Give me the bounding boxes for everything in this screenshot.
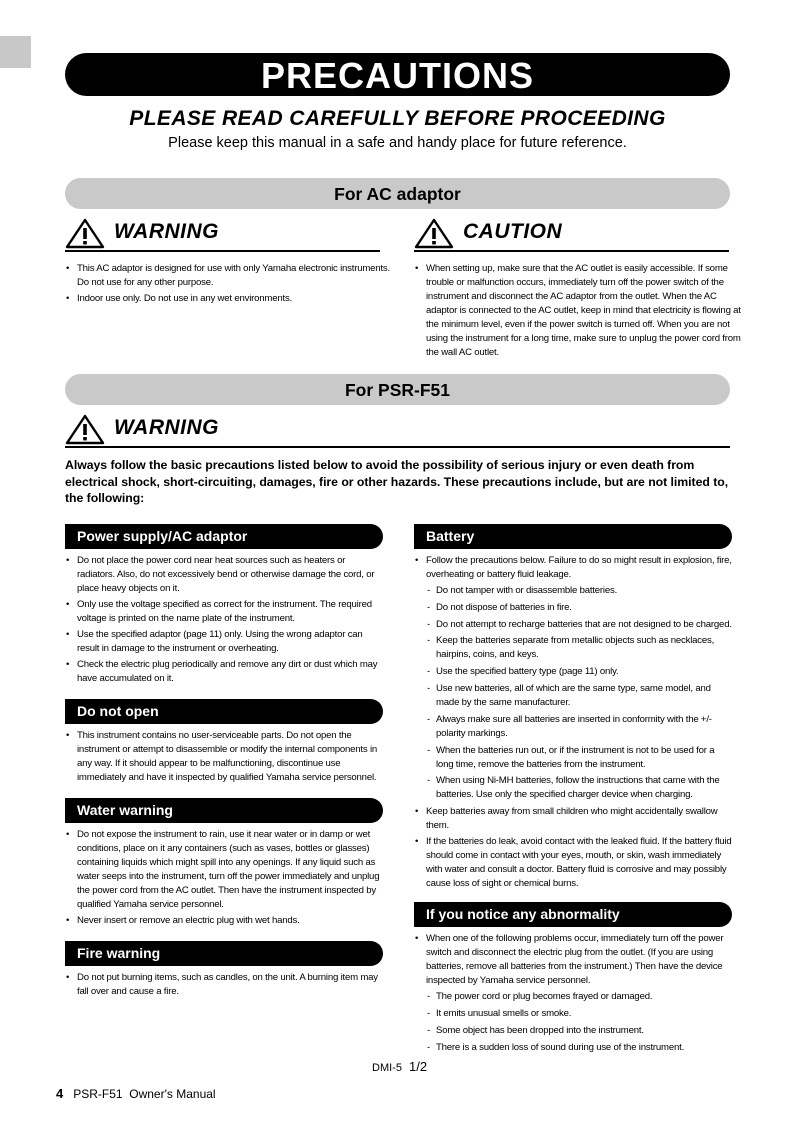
sub-list-item: - It emits unusual smells or smoke.	[436, 1007, 732, 1021]
manual-name: PSR-F51 Owner's Manual	[73, 1087, 216, 1101]
water-warning-heading: Water warning	[65, 798, 383, 823]
power-supply-heading: Power supply/AC adaptor	[65, 524, 383, 549]
document-code-label: DMI-5	[372, 1062, 402, 1074]
abnormality-sublist	[426, 990, 732, 1054]
list-item: • Use the specified adaptor (page 11) only. Using the wrong adaptor can result in damage to the instrument or overheating.	[77, 628, 383, 656]
power-supply-list	[65, 554, 383, 686]
sub-list-item: - Some object has been dropped into the instrument.	[436, 1024, 732, 1038]
list-item: • If the batteries do leak, avoid contact with the leaked fluid. If the battery fluid should come in contact with your eyes, mouth, or skin, wash immediately with water and consult a doctor. Battery fluid is corrosive and may possibly cause loss of sight or chemical burns.	[426, 835, 732, 891]
battery-sublist	[426, 584, 732, 802]
list-item: • Never insert or remove an electric plug with wet hands.	[77, 914, 383, 928]
abnormality-list	[414, 932, 732, 1054]
list-item	[426, 932, 732, 1054]
psr-section-heading: For PSR-F51	[65, 374, 730, 405]
page-edge-tab	[0, 36, 31, 68]
list-item-text: When one of the following problems occur, immediately turn off the power switch and disconnect the electric plug from the outlet. (If you are using batteries, remove all batteries from the instrument.) Then have the device inspected by Yamaha service personnel.	[426, 933, 724, 987]
sub-list-item: - Do not tamper with or disassemble batteries.	[436, 584, 732, 598]
sub-list-item: - Use the specified battery type (page 11) only.	[436, 665, 732, 679]
list-item: • This instrument contains no user-serviceable parts. Do not open the instrument or attempt to disassemble or modify the internal components in any way. If it should appear to be malfunctioning, discontinue use immediately and have it inspected by qualified Yamaha service personnel.	[77, 729, 383, 785]
sub-list-item: - When the batteries run out, or if the instrument is not to be used for a long time, remove the batteries from the instrument.	[436, 744, 732, 772]
water-warning-list	[65, 828, 383, 928]
caution-label: CAUTION	[463, 220, 563, 243]
caution-triangle-icon	[414, 218, 454, 249]
left-column	[65, 524, 383, 1001]
warning-label: WARNING	[114, 220, 219, 243]
list-item-text: Follow the precautions below. Failure to do so might result in explosion, fire, overheating or battery fluid leakage.	[426, 555, 732, 580]
page-footer	[56, 1086, 216, 1101]
sub-list-item: - The power cord or plug becomes frayed or damaged.	[436, 990, 732, 1004]
psr-warning-heading	[65, 414, 730, 448]
document-code	[372, 1059, 427, 1074]
list-item: • Do not place the power cord near heat sources such as heaters or radiators. Also, do not excessively bend or otherwise damage the cord, or place heavy objects on it.	[77, 554, 383, 596]
list-item: • When setting up, make sure that the AC outlet is easily accessible. If some trouble or malfunction occurs, immediately turn off the power switch of the instrument and disconnect the AC adaptor from the outlet. When the AC adaptor is connected to the AC outlet, keep in mind that electricity is flowing at the minimum level, even if the power switch is turned off. When you are not using the instrument for a long time, make sure to unplug the power cord from the wall AC outlet.	[426, 262, 744, 360]
keep-note: Please keep this manual in a safe and handy place for future reference.	[168, 135, 627, 151]
warning-triangle-icon	[65, 414, 105, 445]
do-not-open-list	[65, 729, 383, 785]
fire-warning-list	[65, 971, 383, 999]
sub-list-item: - There is a sudden loss of sound during use of the instrument.	[436, 1041, 732, 1055]
document-page-fraction: 1/2	[409, 1059, 428, 1074]
warning-label: WARNING	[114, 416, 219, 439]
intro-paragraph: Always follow the basic precautions listed below to avoid the possibility of serious injury or even death from electrical shock, short-circuiting, damages, fire or other hazards. These precautions include, but are not limited to, the following:	[65, 458, 729, 505]
ac-warning-list	[65, 262, 395, 308]
fire-warning-heading: Fire warning	[65, 941, 383, 966]
list-item: • Do not put burning items, such as candles, on the unit. A burning item may fall over and cause a fire.	[77, 971, 383, 999]
ac-caution-heading	[414, 218, 729, 252]
list-item: • Check the electric plug periodically and remove any dirt or dust which may have accumulated on it.	[77, 658, 383, 686]
subtitle: PLEASE READ CAREFULLY BEFORE PROCEEDING	[129, 107, 666, 130]
ac-warning-heading	[65, 218, 380, 252]
abnormality-heading: If you notice any abnormality	[414, 902, 732, 927]
warning-triangle-icon	[65, 218, 105, 249]
battery-list	[414, 554, 732, 891]
list-item: • Only use the voltage specified as correct for the instrument. The required voltage is printed on the name plate of the instrument.	[77, 598, 383, 626]
sub-list-item: - Do not attempt to recharge batteries that are not designed to be charged.	[436, 618, 732, 632]
list-item	[426, 554, 732, 802]
list-item: • Do not expose the instrument to rain, use it near water or in damp or wet conditions, place on it any containers (such as vases, bottles or glasses) containing liquids which might spill into any openings. If any liquid such as water seeps into the instrument, turn off the power immediately and unplug the power cord from the AC outlet. Then have the instrument inspected by qualified Yamaha service personnel.	[77, 828, 383, 912]
page-number: 4	[56, 1086, 64, 1101]
sub-list-item: - Use new batteries, all of which are the same type, same model, and made by the same manufacturer.	[436, 682, 732, 710]
list-item: • Keep batteries away from small children who might accidentally swallow them.	[426, 805, 732, 833]
ac-caution-list	[414, 262, 744, 362]
right-column	[414, 524, 732, 1057]
list-item: • Indoor use only. Do not use in any wet environments.	[77, 292, 395, 306]
sub-list-item: - Keep the batteries separate from metallic objects such as necklaces, hairpins, coins, and keys.	[436, 634, 732, 662]
sub-list-item: - Always make sure all batteries are inserted in conformity with the +/- polarity markings.	[436, 713, 732, 741]
list-item: • This AC adaptor is designed for use with only Yamaha electronic instruments. Do not use for any other purpose.	[77, 262, 395, 290]
sub-list-item: - When using Ni-MH batteries, follow the instructions that came with the batteries. Use only the specified charger device when charging.	[436, 774, 732, 802]
ac-section-heading: For AC adaptor	[65, 178, 730, 209]
page-title: PRECAUTIONS	[65, 53, 730, 96]
sub-list-item: - Do not dispose of batteries in fire.	[436, 601, 732, 615]
do-not-open-heading: Do not open	[65, 699, 383, 724]
battery-heading: Battery	[414, 524, 732, 549]
